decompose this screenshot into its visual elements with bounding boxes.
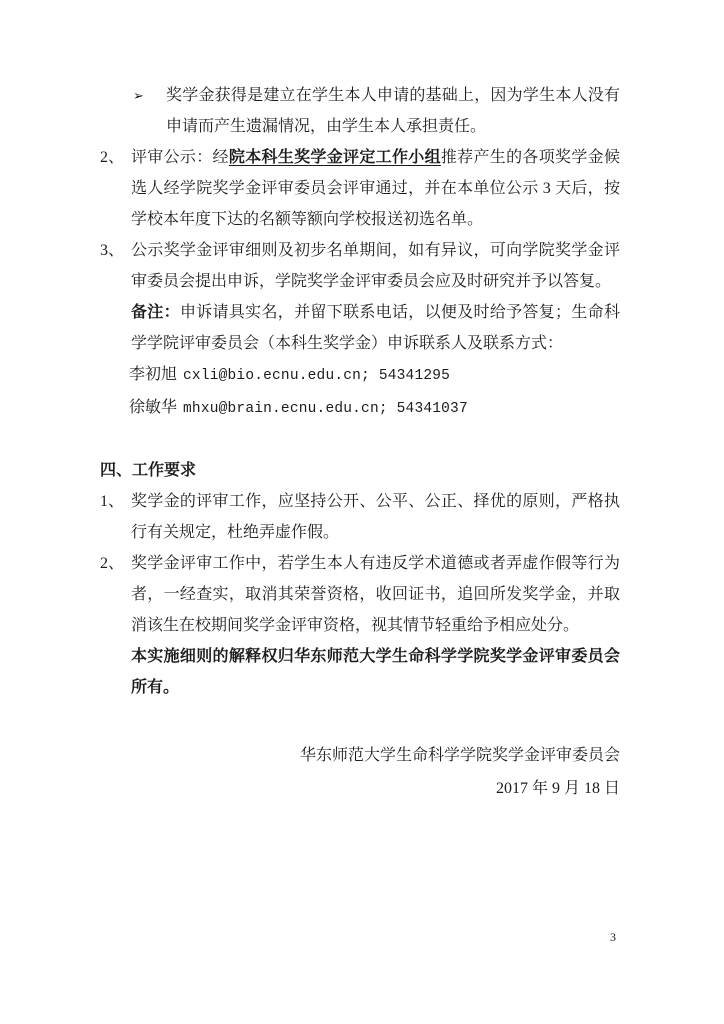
- contact-row: [129, 392, 620, 425]
- contact-email-phone: cxli@bio.ecnu.edu.cn; 54341295: [183, 368, 451, 384]
- signature-date: 2017 年 9 月 18 日: [495, 780, 620, 797]
- signature-block: [100, 739, 620, 805]
- remark-label: 备注：: [131, 304, 180, 321]
- list-item-3-marker: 3、: [100, 242, 125, 259]
- contact-email-phone: mhxu@brain.ecnu.edu.cn; 54341037: [183, 401, 468, 417]
- contact-name: 徐敏华: [129, 399, 178, 416]
- contact-name: 李初旭: [129, 366, 178, 383]
- list-item-2-prefix: 评审公示：经: [131, 149, 229, 166]
- section4-item-2-marker: 2、: [100, 555, 125, 572]
- interpretation-note: 本实施细则的解释权归华东师范大学生命科学学院奖学金评审委员会所有。: [131, 648, 620, 696]
- list-item-2-suffix: 推荐产生的各项奖学金候选人经学院奖学金评审委员会评审通过，并在本单位公示 3 天后，按学校本年度下达的名额等额向学校报送初选名单。: [131, 149, 620, 228]
- document-content: [100, 80, 620, 805]
- remark-paragraph: [131, 297, 620, 359]
- signature-org: 华东师范大学生命科学学院奖学金评审委员会: [299, 747, 620, 764]
- remark-text: 申诉请具实名，并留下联系电话，以便及时给予答复；生命科学学院评审委员会（本科生奖学金）申诉联系人及联系方式：: [131, 304, 620, 352]
- arrow-bullet-icon: ➢: [133, 88, 144, 103]
- section4-item-1: [100, 486, 620, 548]
- contact-row: [129, 359, 620, 392]
- list-item-2-marker: 2、: [100, 149, 125, 166]
- arrow-bullet-text: 奖学金获得是建立在学生本人申请的基础上，因为学生本人没有申请而产生遗漏情况，由学生本人承担责任。: [166, 87, 620, 135]
- list-item-3: [100, 235, 620, 297]
- list-item-2-emphasis: 院本科生奖学金评定工作小组: [228, 149, 441, 166]
- section4-item-2-text: 奖学金评审工作中，若学生本人有违反学术道德或者弄虚作假等行为者，一经查实，取消其荣誉资格，收回证书，追回所发奖学金，并取消该生在校期间奖学金评审资格，视其情节轻重给予相应处分。: [131, 555, 620, 634]
- section-heading: 四、工作要求: [100, 462, 197, 479]
- section4-item-1-marker: 1、: [100, 493, 125, 510]
- arrow-bullet-item: [100, 80, 620, 142]
- section4-item-2: [100, 548, 620, 641]
- section4-item-1-text: 奖学金的评审工作，应坚持公开、公平、公正、择优的原则，严格执行有关规定，杜绝弄虚作假。: [131, 493, 620, 541]
- page-number: 3: [610, 930, 616, 944]
- list-item-2: [100, 142, 620, 235]
- list-item-3-text: 公示奖学金评审细则及初步名单期间，如有异议，可向学院奖学金评审委员会提出申诉，学院奖学金评审委员会应及时研究并予以答复。: [131, 242, 620, 290]
